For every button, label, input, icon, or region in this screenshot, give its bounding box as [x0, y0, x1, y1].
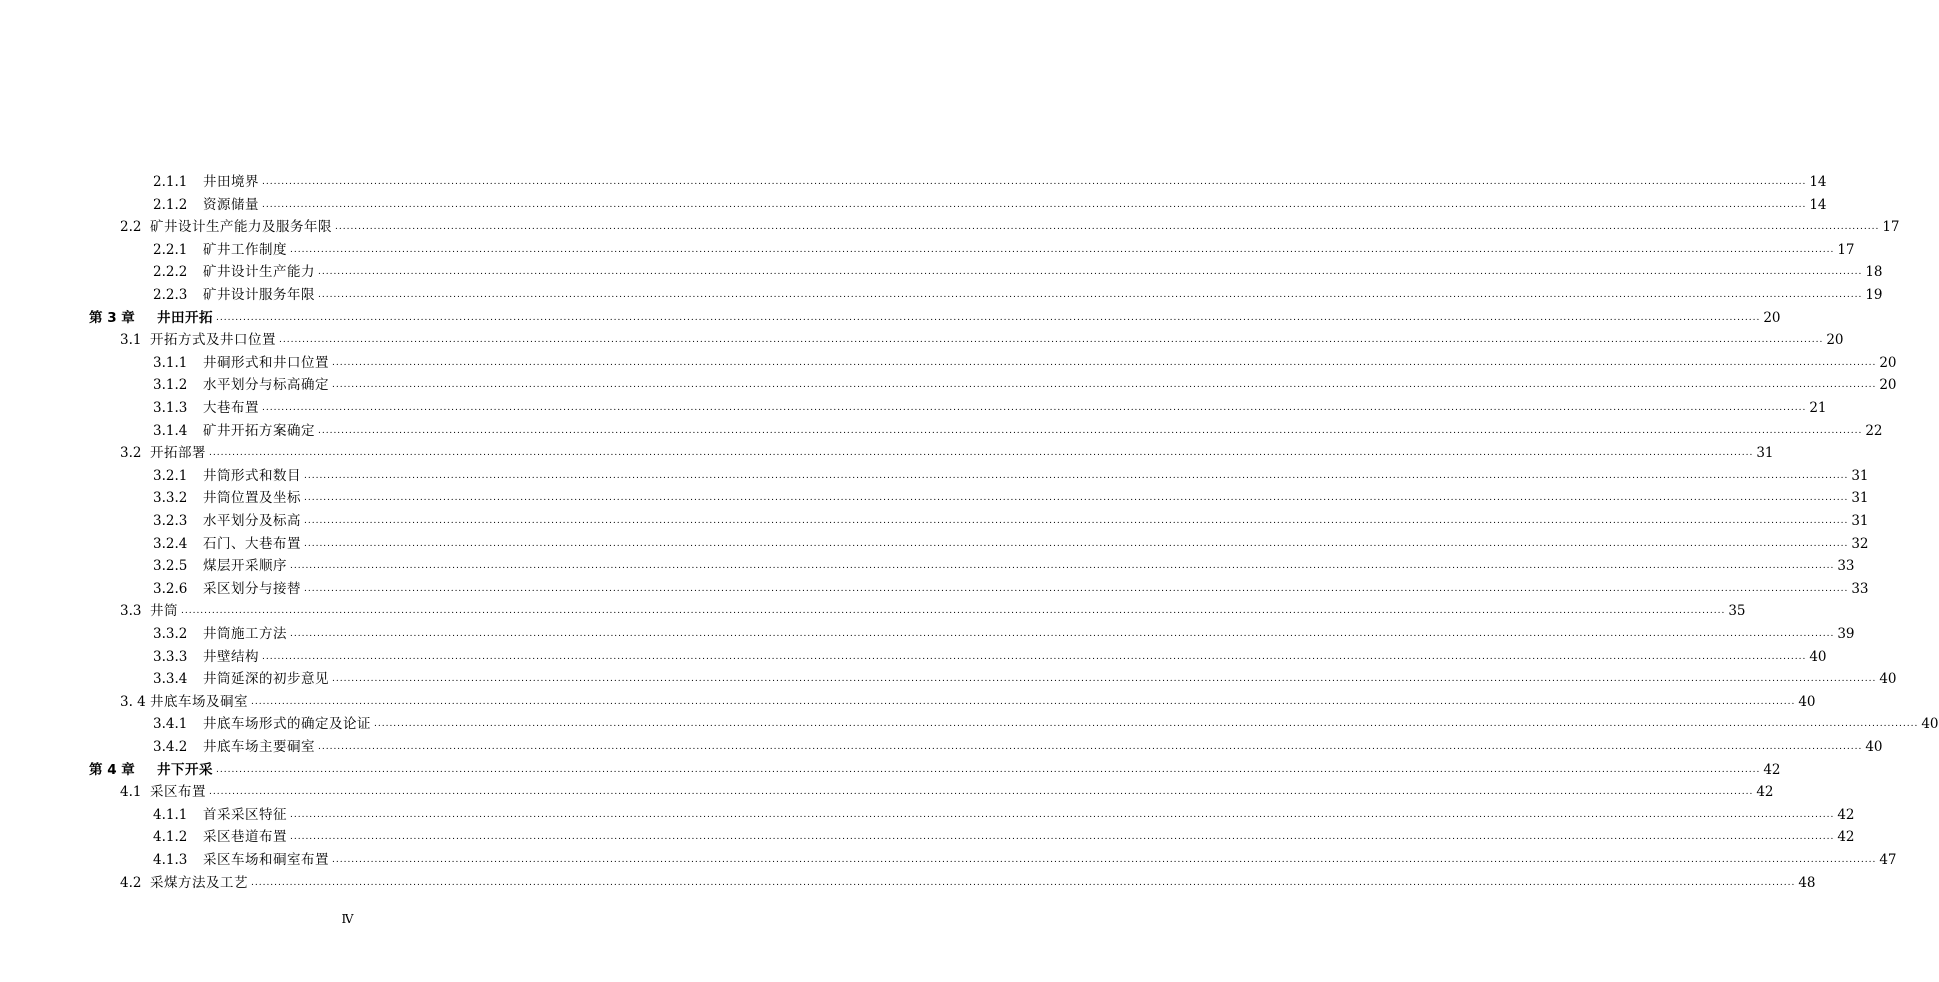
toc-entry-title: 井底车场形式的确定及论证 — [203, 716, 371, 733]
toc-entry[interactable] — [153, 554, 1855, 575]
toc-entry-page: 31 — [1851, 490, 1869, 507]
toc-entry-page: 42 — [1756, 784, 1774, 801]
toc-leader-dots: ................................................................................................................................................................................................................................................................................................................................................................................................................ — [181, 606, 1726, 617]
toc-entry-page: 18 — [1865, 264, 1883, 281]
toc-leader-dots: ................................................................................................................................................................................................................................................................................................................................................................................................................ — [374, 719, 1919, 730]
toc-entry-number: 4.2 — [120, 874, 142, 891]
toc-entry[interactable] — [120, 328, 1844, 349]
toc-entry-number: 3.1.1 — [153, 354, 188, 371]
toc-chapter-entry[interactable] — [89, 758, 1781, 778]
toc-entry[interactable] — [120, 441, 1774, 462]
toc-entry[interactable] — [153, 825, 1855, 846]
toc-leader-dots: ................................................................................................................................................................................................................................................................................................................................................................................................................ — [318, 267, 1863, 278]
toc-entry[interactable] — [153, 464, 1869, 484]
toc-entry-page: 31 — [1756, 445, 1774, 462]
toc-entry-title: 井田境界 — [203, 174, 259, 190]
toc-entry[interactable] — [120, 690, 1816, 710]
toc-entry-title: 采区车场和硐室布置 — [203, 852, 329, 868]
toc-entry-number: 第 3 章 — [89, 309, 135, 326]
toc-entry-page: 32 — [1851, 535, 1869, 552]
toc-entry-page: 20 — [1763, 309, 1781, 326]
toc-entry-number: 2.2.3 — [153, 287, 188, 303]
toc-chapter-entry[interactable] — [89, 306, 1781, 326]
toc-entry[interactable] — [153, 622, 1855, 642]
toc-entry-number: 3.3.2 — [153, 490, 188, 507]
toc-entry-number: 4.1.2 — [153, 829, 188, 846]
toc-entry-title: 煤层开采顺序 — [203, 558, 287, 575]
toc-entry-page: 40 — [1865, 739, 1883, 755]
toc-entry-number: 3.3.3 — [153, 648, 188, 665]
toc-leader-dots: ................................................................................................................................................................................................................................................................................................................................................................................................................ — [335, 222, 1880, 233]
toc-entry[interactable] — [153, 351, 1897, 371]
toc-entry[interactable] — [120, 780, 1774, 801]
toc-entry[interactable] — [153, 396, 1827, 416]
toc-entry[interactable] — [153, 373, 1897, 394]
toc-entry[interactable] — [120, 215, 1900, 236]
toc-entry-page: 48 — [1798, 874, 1816, 891]
toc-leader-dots: ................................................................................................................................................................................................................................................................................................................................................................................................................ — [290, 629, 1835, 639]
toc-entry[interactable] — [153, 283, 1883, 303]
toc-entry-title: 井底车场主要硐室 — [203, 739, 315, 755]
toc-entry-number: 3.3.2 — [153, 626, 188, 642]
toc-entry-title: 井筒位置及坐标 — [203, 490, 301, 507]
toc-entry-title: 采煤方法及工艺 — [150, 874, 248, 891]
toc-entry-number: 3.1 — [120, 332, 142, 349]
toc-leader-dots: ................................................................................................................................................................................................................................................................................................................................................................................................................ — [304, 470, 1849, 481]
toc-entry-page: 40 — [1921, 716, 1939, 733]
toc-entry-page: 39 — [1837, 626, 1855, 642]
toc-leader-dots: ................................................................................................................................................................................................................................................................................................................................................................................................................ — [262, 651, 1807, 662]
toc-leader-dots: ................................................................................................................................................................................................................................................................................................................................................................................................................ — [304, 493, 1849, 504]
page-number: Ⅳ — [341, 912, 354, 926]
toc-entry-page: 42 — [1763, 761, 1781, 778]
toc-entry[interactable] — [153, 170, 1827, 190]
toc-entry-page: 33 — [1851, 580, 1869, 597]
toc-entry-title: 石门、大巷布置 — [203, 535, 301, 552]
toc-entry-number: 3.2.5 — [153, 558, 188, 575]
toc-entry[interactable] — [153, 645, 1827, 665]
toc-entry-page: 40 — [1809, 648, 1827, 665]
toc-leader-dots: ................................................................................................................................................................................................................................................................................................................................................................................................................ — [216, 764, 1761, 775]
toc-entry-number: 3.2 — [120, 445, 142, 462]
toc-leader-dots: ................................................................................................................................................................................................................................................................................................................................................................................................................ — [290, 244, 1835, 255]
toc-entry-page: 20 — [1879, 354, 1897, 371]
toc-entry-page: 42 — [1837, 806, 1855, 823]
toc-entry-title: 开拓方式及井口位置 — [150, 332, 276, 349]
toc-entry[interactable] — [153, 532, 1869, 552]
toc-entry-title: 水平划分与标高确定 — [203, 377, 329, 394]
toc-entry-number: 3.1.4 — [153, 422, 188, 439]
toc-entry-number: 3.2.1 — [153, 467, 188, 484]
toc-leader-dots: ................................................................................................................................................................................................................................................................................................................................................................................................................ — [332, 357, 1877, 368]
toc-leader-dots: ................................................................................................................................................................................................................................................................................................................................................................................................................ — [216, 312, 1761, 323]
toc-leader-dots: ................................................................................................................................................................................................................................................................................................................................................................................................................ — [251, 877, 1796, 888]
toc-leader-dots: ................................................................................................................................................................................................................................................................................................................................................................................................................ — [290, 561, 1835, 572]
toc-leader-dots: ................................................................................................................................................................................................................................................................................................................................................................................................................ — [209, 448, 1754, 459]
toc-entry[interactable] — [153, 419, 1883, 439]
toc-leader-dots: ................................................................................................................................................................................................................................................................................................................................................................................................................ — [290, 809, 1835, 820]
toc-entry[interactable] — [153, 509, 1869, 529]
toc-entry-page: 35 — [1728, 603, 1746, 620]
toc-entry-number: 4.1 — [120, 784, 142, 801]
toc-entry-page: 47 — [1879, 852, 1897, 868]
toc-entry-number: 4.1.3 — [153, 852, 188, 868]
toc-entry[interactable] — [153, 735, 1883, 755]
toc-entry[interactable] — [153, 803, 1855, 823]
toc-entry-title: 井下开采 — [157, 761, 213, 778]
toc-entry-title: 资源储量 — [203, 196, 259, 213]
toc-leader-dots: ................................................................................................................................................................................................................................................................................................................................................................................................................ — [332, 674, 1877, 685]
toc-entry-page: 33 — [1837, 558, 1855, 575]
toc-entry-title: 矿井设计服务年限 — [203, 287, 315, 303]
toc-leader-dots: ................................................................................................................................................................................................................................................................................................................................................................................................................ — [332, 380, 1877, 391]
toc-leader-dots: ................................................................................................................................................................................................................................................................................................................................................................................................................ — [209, 787, 1754, 798]
toc-entry-title: 大巷布置 — [203, 400, 259, 416]
toc-entry-page: 40 — [1798, 693, 1816, 710]
toc-leader-dots: ................................................................................................................................................................................................................................................................................................................................................................................................................ — [304, 516, 1849, 526]
toc-leader-dots: ................................................................................................................................................................................................................................................................................................................................................................................................................ — [290, 832, 1835, 843]
toc-entry[interactable] — [153, 577, 1869, 597]
toc-leader-dots: ................................................................................................................................................................................................................................................................................................................................................................................................................ — [318, 425, 1863, 436]
toc-entry-page: 31 — [1851, 467, 1869, 484]
toc-leader-dots: ................................................................................................................................................................................................................................................................................................................................................................................................................ — [318, 290, 1863, 300]
toc-entry[interactable] — [153, 238, 1855, 258]
toc-entry[interactable] — [153, 193, 1827, 213]
toc-entry-title: 井筒形式和数目 — [203, 467, 301, 484]
toc-entry-title: 首采采区特征 — [203, 806, 287, 823]
toc-entry-number: 4.1.1 — [153, 806, 188, 823]
toc-entry-number: 3.2.4 — [153, 535, 188, 552]
toc-entry-number: 2.1.2 — [153, 196, 188, 213]
toc-entry-number: 3.2.3 — [153, 513, 188, 529]
toc-entry-title: 井筒施工方法 — [203, 626, 287, 642]
toc-entry-number: 第 4 章 — [89, 761, 135, 778]
toc-leader-dots: ................................................................................................................................................................................................................................................................................................................................................................................................................ — [251, 696, 1796, 707]
toc-entry-title: 水平划分及标高 — [203, 513, 301, 529]
toc-entry-page: 20 — [1826, 332, 1844, 349]
toc-leader-dots: ................................................................................................................................................................................................................................................................................................................................................................................................................ — [262, 403, 1807, 413]
toc-entry-title: 开拓部署 — [150, 445, 206, 462]
toc-entry[interactable] — [120, 871, 1816, 891]
toc-entry-number: 3.4.1 — [153, 716, 188, 733]
toc-entry-number: 3.1.2 — [153, 377, 188, 394]
toc-leader-dots: ................................................................................................................................................................................................................................................................................................................................................................................................................ — [318, 742, 1863, 752]
toc-leader-dots: ................................................................................................................................................................................................................................................................................................................................................................................................................ — [262, 199, 1807, 210]
toc-entry[interactable] — [153, 848, 1897, 868]
toc-entry-number: 2.2 — [120, 219, 142, 236]
toc-entry-title: 井硐形式和井口位置 — [203, 354, 329, 371]
toc-entry[interactable] — [120, 599, 1746, 620]
toc-entry-page: 17 — [1837, 241, 1855, 258]
toc-entry-page: 14 — [1809, 196, 1827, 213]
toc-entry-page: 20 — [1879, 377, 1897, 394]
toc-entry-page: 21 — [1809, 400, 1827, 416]
toc-entry[interactable] — [153, 712, 1939, 733]
toc-entry-number: 3.2.6 — [153, 580, 188, 597]
toc-entry-page: 19 — [1865, 287, 1883, 303]
toc-entry-number: 3.3 — [120, 603, 142, 620]
toc-entry-title: 井筒延深的初步意见 — [203, 671, 329, 688]
toc-entry-page: 42 — [1837, 829, 1855, 846]
toc-entry-title: 井筒 — [150, 603, 178, 620]
toc-leader-dots: ................................................................................................................................................................................................................................................................................................................................................................................................................ — [279, 335, 1824, 346]
toc-entry-title: 采区布置 — [150, 784, 206, 801]
toc-leader-dots: ................................................................................................................................................................................................................................................................................................................................................................................................................ — [304, 583, 1849, 594]
toc-entry-number: 3. 4 — [120, 693, 146, 710]
toc-entry-number: 2.1.1 — [153, 174, 188, 190]
toc-leader-dots: ................................................................................................................................................................................................................................................................................................................................................................................................................ — [262, 177, 1807, 187]
toc-entry-title: 采区划分与接替 — [203, 580, 301, 597]
toc-entry[interactable] — [153, 486, 1869, 507]
toc-entry[interactable] — [153, 667, 1897, 688]
toc-leader-dots: ................................................................................................................................................................................................................................................................................................................................................................................................................ — [304, 538, 1849, 549]
toc-entry-page: 31 — [1851, 513, 1869, 529]
toc-entry-number: 3.1.3 — [153, 400, 188, 416]
toc-entry-number: 2.2.2 — [153, 264, 188, 281]
toc-entry-page: 22 — [1865, 422, 1883, 439]
toc-entry-number: 2.2.1 — [153, 241, 188, 258]
toc-entry-number: 3.3.4 — [153, 671, 188, 688]
toc-leader-dots: ................................................................................................................................................................................................................................................................................................................................................................................................................ — [332, 855, 1877, 865]
toc-entry-page: 40 — [1879, 671, 1897, 688]
toc-entry-title: 矿井开拓方案确定 — [203, 422, 315, 439]
toc-entry-title: 采区巷道布置 — [203, 829, 287, 846]
toc-entry-title: 井田开拓 — [157, 309, 213, 326]
toc-entry-title: 矿井工作制度 — [203, 241, 287, 258]
toc-entry-title: 矿井设计生产能力 — [203, 264, 315, 281]
toc-entry-page: 17 — [1882, 219, 1900, 236]
toc-entry-title: 矿井设计生产能力及服务年限 — [150, 219, 332, 236]
toc-entry-title: 井底车场及硐室 — [150, 693, 248, 710]
toc-entry[interactable] — [153, 260, 1883, 281]
toc-entry-title: 井壁结构 — [203, 648, 259, 665]
toc-entry-number: 3.4.2 — [153, 739, 188, 755]
toc-entry-page: 14 — [1809, 174, 1827, 190]
